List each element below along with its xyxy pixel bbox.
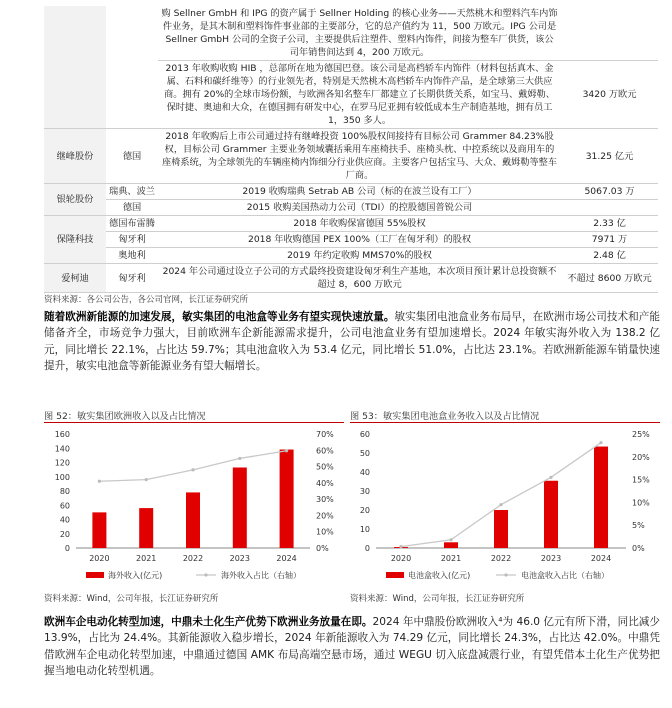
paragraph-zhongding (44, 614, 660, 680)
cell-amount: 不超过 8600 万欧元 (561, 264, 658, 293)
cell-description: 2024 年公司通过设立子公司的方式最终投资建设匈牙利生产基地，本次项目预计累计总投资额不超过 8，600 万欧元 (158, 264, 561, 293)
fig52-rule (44, 422, 344, 423)
fig52-bar (139, 508, 153, 548)
fig52-y-tick: 20 (59, 529, 70, 539)
fig52-bar (186, 492, 200, 548)
fig52-y2-tick: 10% (316, 527, 334, 537)
cell-amount (561, 200, 658, 216)
fig52-x-tick: 2023 (229, 554, 250, 563)
table-row (44, 200, 658, 216)
fig53-x-tick: 2024 (590, 554, 612, 563)
cell-region (106, 6, 158, 129)
fig52-y-tick: 80 (59, 487, 70, 496)
cell-region: 德国 (106, 129, 158, 184)
cell-company (44, 6, 106, 129)
fig52-y2-tick: 30% (316, 495, 334, 505)
cell-description: 2015 收购美国热动力公司（TDI）的控股德国普锐公司 (158, 200, 561, 216)
table-source: 资料来源：各公司公告，各公司官网，长江证券研究所 (44, 295, 249, 305)
fig52-y-tick: 40 (59, 515, 70, 525)
fig52-y2-tick: 70% (316, 430, 334, 439)
fig52-y2-tick: 60% (316, 446, 334, 456)
cell-amount: 2.48 亿 (561, 248, 658, 264)
fig52-y2-tick: 50% (316, 462, 334, 472)
cell-description: 2018 年收购后上市公司通过持有继峰投资 100%股权间接持有目标公司 Grammer 84.23%股权，目标公司 Grammer 主要业务领域囊括乘用车座椅扶手、座椅头枕、中控系统以及商用车的座椅系统，为全球领先的车辆座椅内饰细分行业供应商。主要客户包括宝马、大众、戴姆勒等整车厂商。 (158, 129, 561, 184)
paragraph-zhongding-body: 2024 年中鼎股份欧洲收入⁴为 46.0 亿元有所下滑，同比减少 13.9%，占比为 24.4%。其新能源收入稳步增长，2024 年新能源收入为 74.29 亿元，同比增长 24.3%，占比达 42.0%。中鼎凭借欧洲车企电动化转型加速，中鼎通过德国 AMK 布局高端空悬市场，通过 WEGU 切入底盘减震行业，有望凭借本土化生产优势把握当地电动化转型机遇。 (44, 616, 660, 678)
fig53-y2-tick: 15% (632, 475, 650, 485)
cell-region: 瑞典、波兰 (106, 184, 158, 200)
fig53-rule (350, 422, 660, 423)
cell-amount: 2.33 亿 (561, 216, 658, 232)
fig53-legend-line-label: 电池盒收入占比（右轴） (521, 571, 609, 580)
fig53-title: 图 53：敏实集团电池盒业务收入以及占比情况 (350, 411, 540, 422)
fig53-x-tick: 2022 (490, 554, 512, 563)
fig52-line-point (145, 478, 148, 481)
fig53-source: 资料来源：Wind，公司年报，长江证券研究所 (350, 594, 525, 604)
fig52-x-tick: 2022 (182, 554, 204, 563)
cell-amount: 3420 万欧元 (561, 61, 658, 129)
paragraph-minth-body: 敏实集团电池盒业务布局早，在欧洲市场公司技术和产能储备齐全，市场竞争力强大，目前欧洲车企新能源需求提升，公司电池盒业务有望加速增长。2024 年敏实海外收入为 138.2 亿元，同比增长 22.1%，占比达 59.7%；其电池盒收入为 53.4 亿元，同比增长 51.0%，占比达 23.1%。若欧洲新能源车销量快速提升，敏实电池盒等新能源业务有望大幅增长。 (44, 311, 660, 373)
fig52-x-tick: 2021 (136, 554, 157, 563)
fig53-y2-tick: 10% (632, 498, 650, 508)
cell-amount: 31.25 亿元 (561, 129, 658, 184)
fig53-line-point (399, 545, 402, 548)
fig53-y2-tick: 25% (632, 430, 650, 439)
fig52-line (99, 451, 286, 481)
fig53-y-tick: 50 (359, 449, 370, 458)
fig53-line-point (499, 503, 502, 506)
paragraph-zhongding-lead: 欧洲车企电动化转型加速，中鼎未土化生产优势下欧洲业务放量在即。 (44, 616, 373, 628)
cell-company: 保隆科技 (44, 216, 106, 264)
cell-region: 匈牙利 (106, 232, 158, 248)
fig53-bar (544, 481, 558, 548)
cell-company: 爱柯迪 (44, 264, 106, 293)
cell-region: 德国布雷腾 (106, 216, 158, 232)
fig52-legend-bar-swatch (86, 572, 104, 578)
fig52-line-point (238, 457, 241, 460)
fig53-y2-tick: 20% (632, 452, 650, 462)
table-row (44, 129, 658, 184)
fig53-bar (494, 510, 508, 548)
fig52-line-point (98, 480, 101, 483)
table-row (44, 248, 658, 264)
fig52-legend-line-marker (204, 573, 207, 576)
cell-amount: 5067.03 万 (561, 184, 658, 200)
fig52-y2-tick: 20% (316, 511, 334, 521)
fig53-x-tick: 2021 (440, 554, 462, 563)
cell-description: 2018 年收购德国 PEX 100%（工厂在匈牙利）的股权 (158, 232, 561, 248)
cell-description: 2018 年收购保富德国 55%股权 (158, 216, 561, 232)
cell-region: 匈牙利 (106, 264, 158, 293)
fig53-y2-tick: 5% (632, 521, 645, 531)
cell-amount: 7971 万 (561, 232, 658, 248)
cell-description: 2019 收购瑞典 Setrab AB 公司（标的在波兰设有工厂） (158, 184, 561, 200)
fig53-line-point (449, 538, 452, 541)
fig52-title: 图 52：敏实集团欧洲收入以及占比情况 (44, 411, 206, 422)
fig52-y-tick: 100 (54, 472, 70, 482)
acquisition-table (44, 6, 658, 293)
fig53-line-point (549, 476, 552, 479)
fig52-chart (44, 426, 344, 586)
cell-company: 银轮股份 (44, 184, 106, 216)
fig53-y-tick: 40 (359, 468, 370, 477)
cell-amount (561, 6, 658, 61)
fig53-y-tick: 10 (359, 525, 370, 534)
fig52-bar (233, 467, 247, 548)
fig53-legend-bar-swatch (386, 572, 404, 578)
table-row (44, 6, 658, 61)
fig53-legend-bar-label: 电池盒收入(亿元) (408, 571, 471, 580)
fig52-y-tick: 140 (54, 444, 70, 454)
fig53-bar (444, 542, 458, 548)
fig52-y-tick: 120 (54, 458, 70, 468)
cell-company: 继峰股份 (44, 129, 106, 184)
fig52-y2-tick: 40% (316, 478, 334, 488)
fig52-line-point (285, 449, 288, 452)
fig52-line-point (191, 468, 194, 471)
table-row (44, 232, 658, 248)
fig53-y2-tick: 0% (632, 544, 645, 553)
table-row (44, 216, 658, 232)
fig53-legend-line-marker (504, 573, 507, 576)
cell-description: 2019 年约定收购 MMS70%的股权 (158, 248, 561, 264)
cell-description: 2013 年收购收购 HIB ，总部所在地为德国巴登。该公司是高档轿车内饰件（材料包括真木、金属、石料和碳纤维等）的行业领先者，特别是天然桃木高档轿车内饰件产品，是全球第三大供应商。拥有 20%的全球市场份额，与欧洲各知名整车厂都建立了长期供货关系，如宝马、戴姆勒、保时捷、奥迪和大众，在德国拥有研发中心，在罗马尼亚拥有较低成本生产制造基地，拥有员工 1，350 多人。 (158, 61, 561, 129)
table-row (44, 184, 658, 200)
fig53-bar (594, 447, 608, 548)
fig53-line-point (599, 441, 602, 444)
fig52-x-tick: 2020 (89, 554, 110, 563)
fig52-y-tick: 60 (59, 501, 70, 511)
table-row (44, 264, 658, 293)
fig52-legend-bar-label: 海外收入(亿元) (108, 571, 163, 580)
cell-region: 奥地利 (106, 248, 158, 264)
fig53-y-tick: 0 (364, 544, 370, 553)
fig52-legend-line-label: 海外收入占比（右轴） (221, 571, 301, 580)
fig52-source: 资料来源：Wind，公司年报，长江证券研究所 (44, 594, 219, 604)
cell-description: 购 Sellner GmbH 和 IPG 的资产属于 Sellner Holding 的核心业务——天然桃木和塑料汽车内饰件业务，是其木制和塑料饰件事业部的主要部分，它的总产值约为 11，500 万欧元。IPG 公司是 Sellner GmbH 公司的全资子公司，主要提供后注塑件、塑料内饰件，间接为整车厂供货，该公司年销售间达到 4，200 万欧元。 (158, 6, 561, 61)
fig52-bar (92, 512, 106, 548)
cell-region: 德国 (106, 200, 158, 216)
fig52-y2-tick: 0% (316, 544, 329, 553)
fig53-y-tick: 30 (359, 487, 370, 496)
paragraph-minth (44, 309, 660, 375)
fig52-x-tick: 2024 (276, 554, 297, 563)
fig53-x-tick: 2023 (540, 554, 562, 563)
fig53-x-tick: 2020 (390, 554, 412, 563)
fig52-y-tick: 0 (64, 544, 70, 553)
paragraph-minth-lead: 随着欧洲新能源的加速发展，敏实集团的电池盒等业务有望实现快速放量。 (44, 311, 395, 323)
fig53-chart (350, 426, 660, 586)
fig53-y-tick: 60 (359, 430, 370, 439)
fig52-y-tick: 160 (54, 430, 70, 439)
fig53-y-tick: 20 (359, 506, 370, 515)
fig52-bar (280, 450, 294, 548)
